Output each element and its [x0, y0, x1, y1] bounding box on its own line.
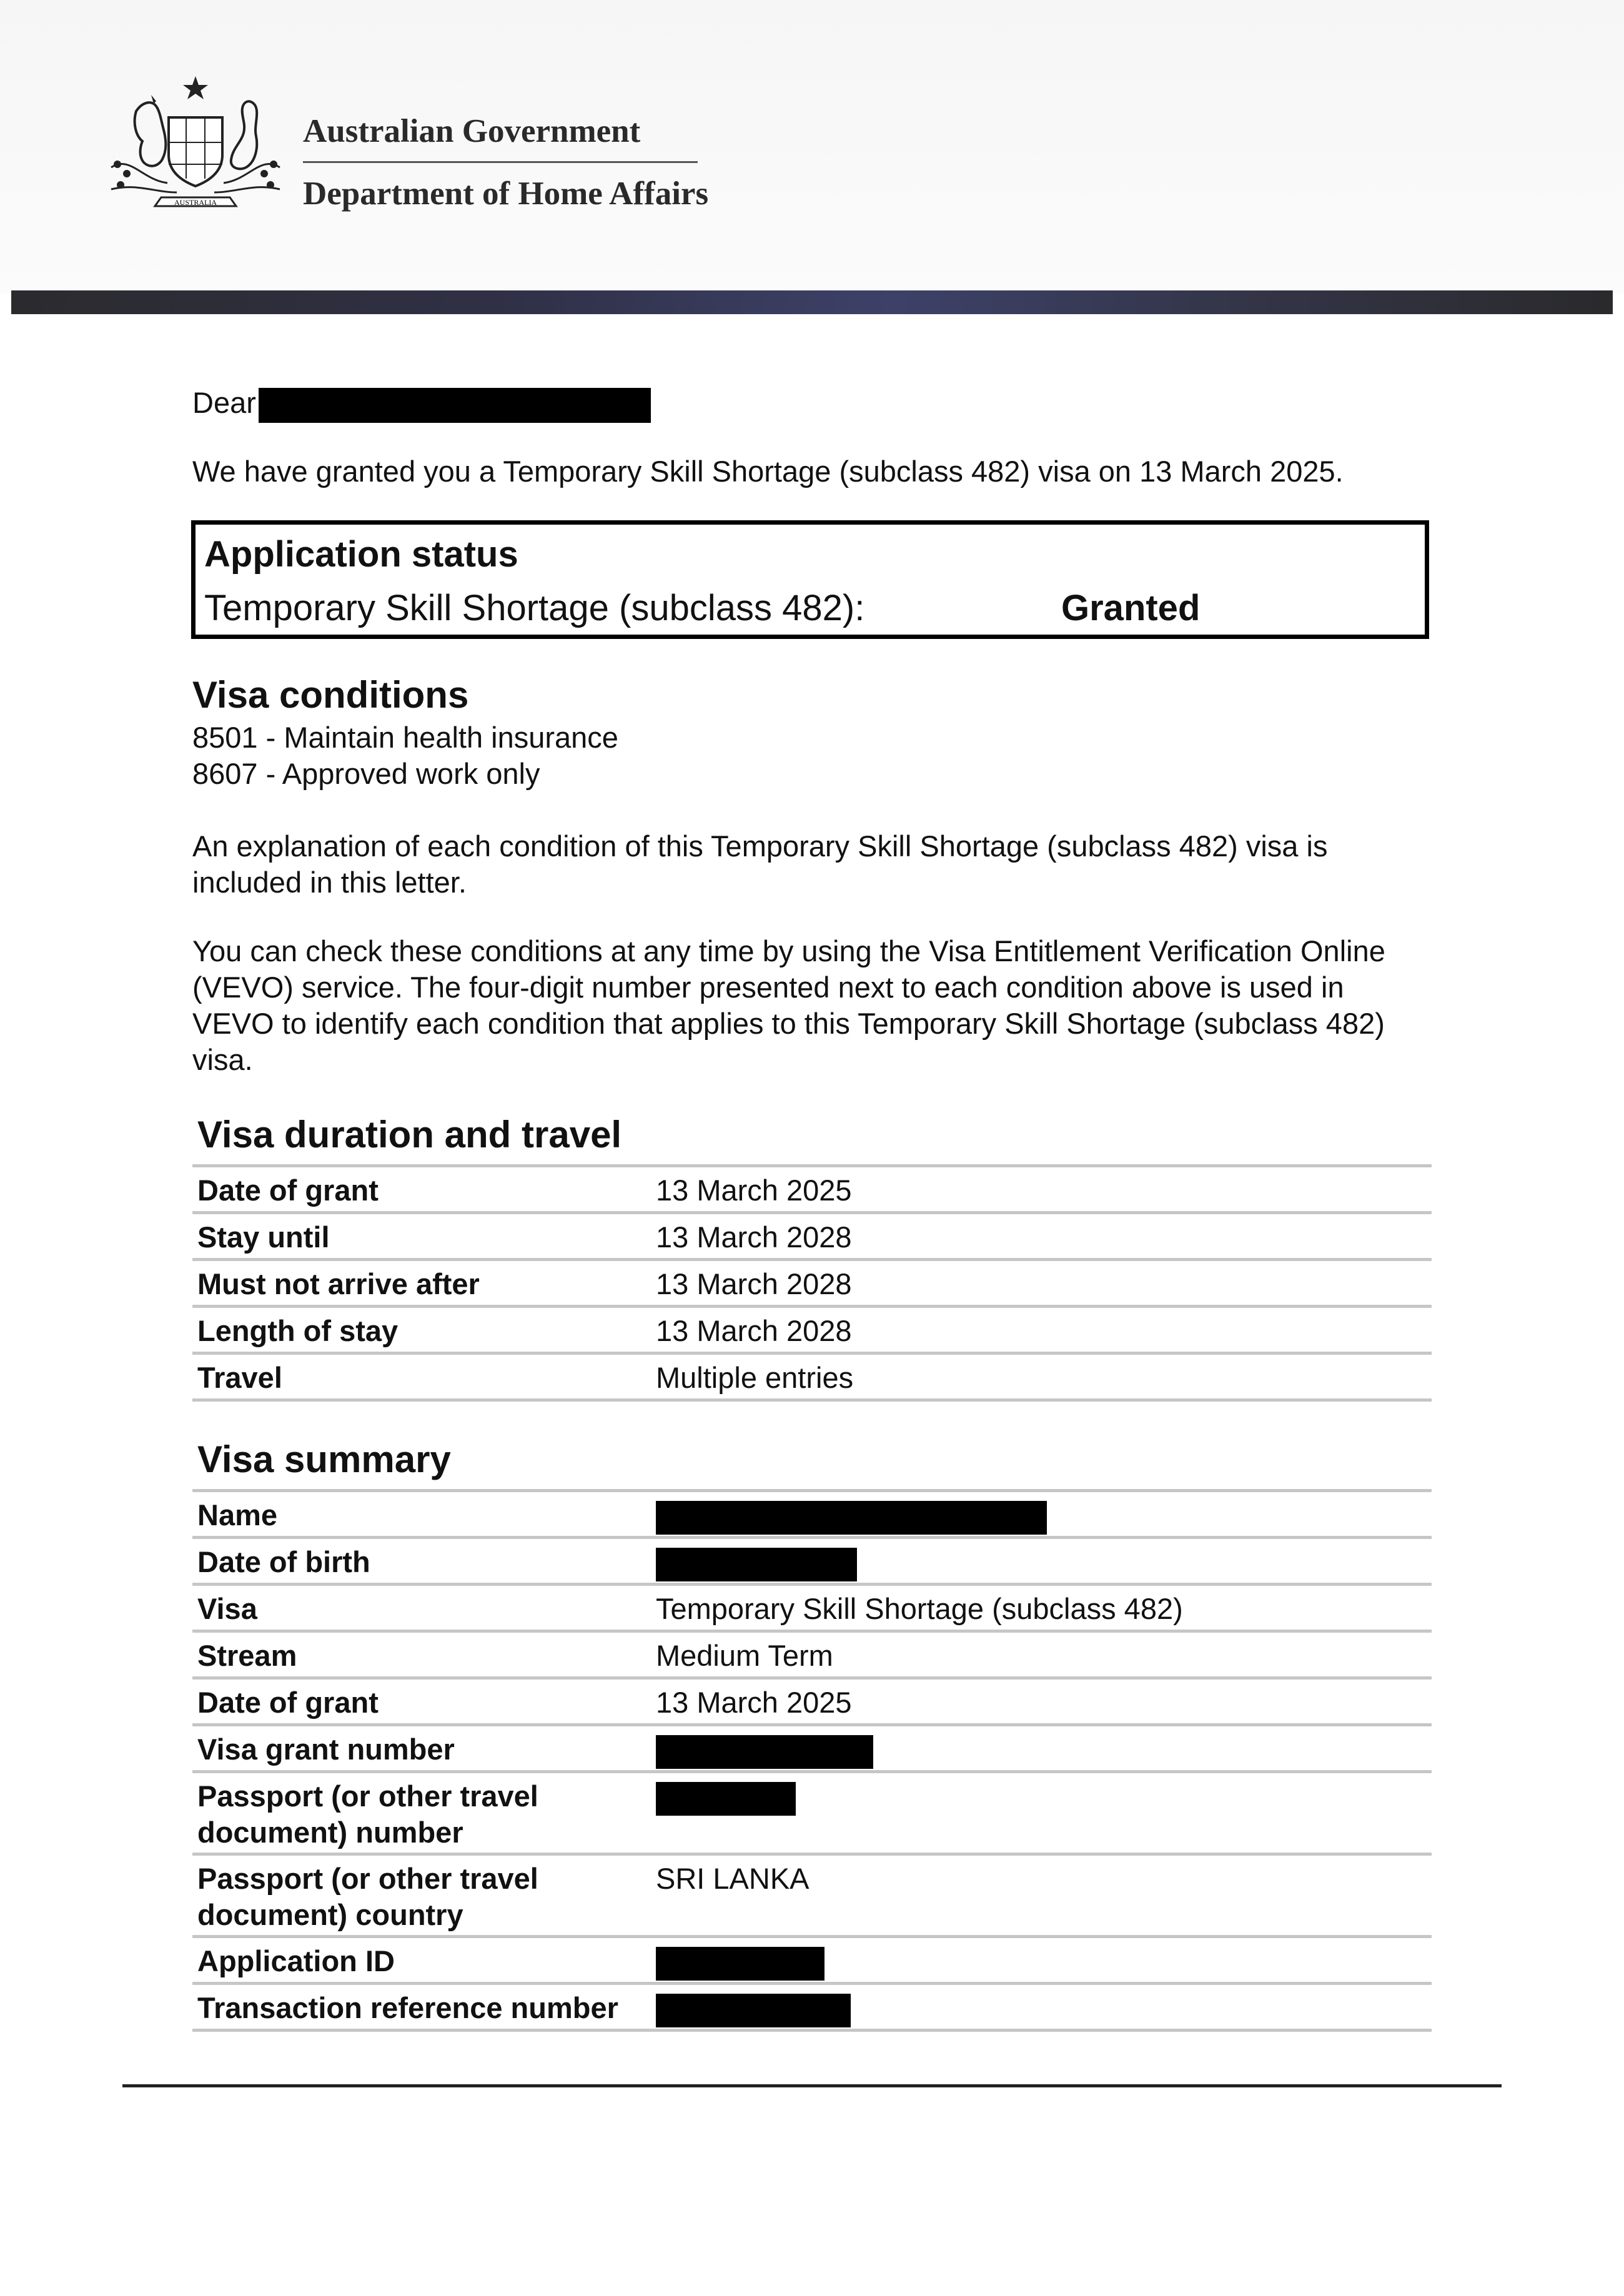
redacted-name — [259, 388, 651, 423]
status-value: Granted — [1061, 588, 1201, 628]
table-row — [192, 1536, 1432, 1583]
row-label: Stay until — [197, 1220, 330, 1254]
summary-table — [192, 1489, 1432, 2032]
row-label: Length of stay — [197, 1314, 399, 1347]
salutation: Dear — [192, 385, 651, 423]
row-label: Transaction reference number — [197, 1991, 618, 2024]
conditions-explanation-line: included in this letter. — [192, 866, 467, 899]
application-status-box — [191, 520, 1429, 639]
row-value — [656, 1731, 873, 1769]
vevo-text-line: You can check these conditions at any time by using the Visa Entitlement Verification Online — [192, 934, 1385, 967]
table-row — [192, 1723, 1432, 1770]
condition-item: 8501 - Maintain health insurance — [192, 721, 618, 754]
department-title: Department of Home Affairs — [303, 176, 709, 212]
row-label: Date of birth — [197, 1545, 370, 1578]
row-label: Application ID — [197, 1944, 395, 1977]
crest-scroll-text: AUSTRALIA — [174, 198, 217, 207]
row-value — [656, 1990, 851, 2027]
duration-heading: Visa duration and travel — [197, 1114, 622, 1155]
table-row — [192, 1305, 1432, 1352]
letterhead-divider — [303, 161, 698, 163]
row-label: Must not arrive after — [197, 1267, 480, 1300]
row-label: Name — [197, 1498, 278, 1531]
table-row — [192, 1583, 1432, 1630]
redacted-value — [656, 1947, 824, 1981]
row-value: Medium Term — [656, 1639, 833, 1672]
duration-table — [192, 1164, 1432, 1402]
table-row — [192, 1164, 1432, 1211]
redacted-value — [656, 1548, 857, 1581]
row-value: SRI LANKA — [656, 1862, 810, 1895]
row-value: Multiple entries — [656, 1361, 854, 1394]
redacted-value — [656, 1501, 1047, 1535]
table-row — [192, 1770, 1432, 1853]
row-label: Stream — [197, 1639, 297, 1672]
row-label: Passport (or other travel document) number — [197, 1779, 538, 1849]
table-row — [192, 1676, 1432, 1723]
conditions-heading: Visa conditions — [192, 674, 469, 716]
row-label: Passport (or other travel document) country — [197, 1862, 538, 1931]
row-value: 13 March 2025 — [656, 1686, 852, 1719]
row-value: Temporary Skill Shortage (subclass 482) — [656, 1592, 1183, 1625]
row-label: Date of grant — [197, 1174, 379, 1207]
table-row — [192, 1982, 1432, 2032]
row-value: 13 March 2025 — [656, 1174, 852, 1207]
table-row — [192, 1352, 1432, 1402]
summary-heading: Visa summary — [197, 1438, 451, 1480]
redacted-value — [656, 1994, 851, 2027]
vevo-text-line: (VEVO) service. The four-digit number presented next to each condition above is used in — [192, 971, 1344, 1004]
header-band — [11, 290, 1613, 314]
conditions-explanation-line: An explanation of each condition of this Temporary Skill Shortage (subclass 482) visa is — [192, 829, 1328, 863]
redacted-value — [656, 1782, 796, 1816]
intro-text: We have granted you a Temporary Skill Shortage (subclass 482) visa on 13 March 2025. — [192, 455, 1344, 488]
vevo-text-line: VEVO to identify each condition that applies to this Temporary Skill Shortage (subclass 482) — [192, 1007, 1385, 1040]
vevo-text-line: visa. — [192, 1043, 253, 1076]
row-label: Visa — [197, 1592, 257, 1625]
row-value: 13 March 2028 — [656, 1267, 852, 1300]
table-row — [192, 1853, 1432, 1935]
coat-of-arms-icon — [99, 74, 292, 217]
row-value — [656, 1497, 1047, 1535]
table-row — [192, 1258, 1432, 1305]
table-row — [192, 1630, 1432, 1676]
row-value — [656, 1943, 824, 1981]
table-row — [192, 1935, 1432, 1982]
status-heading: Application status — [204, 534, 518, 575]
row-label: Travel — [197, 1361, 282, 1394]
table-row — [192, 1211, 1432, 1258]
row-value — [656, 1778, 796, 1816]
row-value: 13 March 2028 — [656, 1220, 852, 1254]
redacted-value — [656, 1735, 873, 1769]
row-label: Visa grant number — [197, 1733, 455, 1766]
government-title: Australian Government — [303, 113, 641, 149]
row-value — [656, 1544, 857, 1581]
table-row — [192, 1489, 1432, 1536]
status-label: Temporary Skill Shortage (subclass 482): — [204, 588, 865, 628]
condition-item: 8607 - Approved work only — [192, 757, 540, 790]
row-value: 13 March 2028 — [656, 1314, 852, 1347]
row-label: Date of grant — [197, 1686, 379, 1719]
footer-divider — [122, 2084, 1502, 2087]
